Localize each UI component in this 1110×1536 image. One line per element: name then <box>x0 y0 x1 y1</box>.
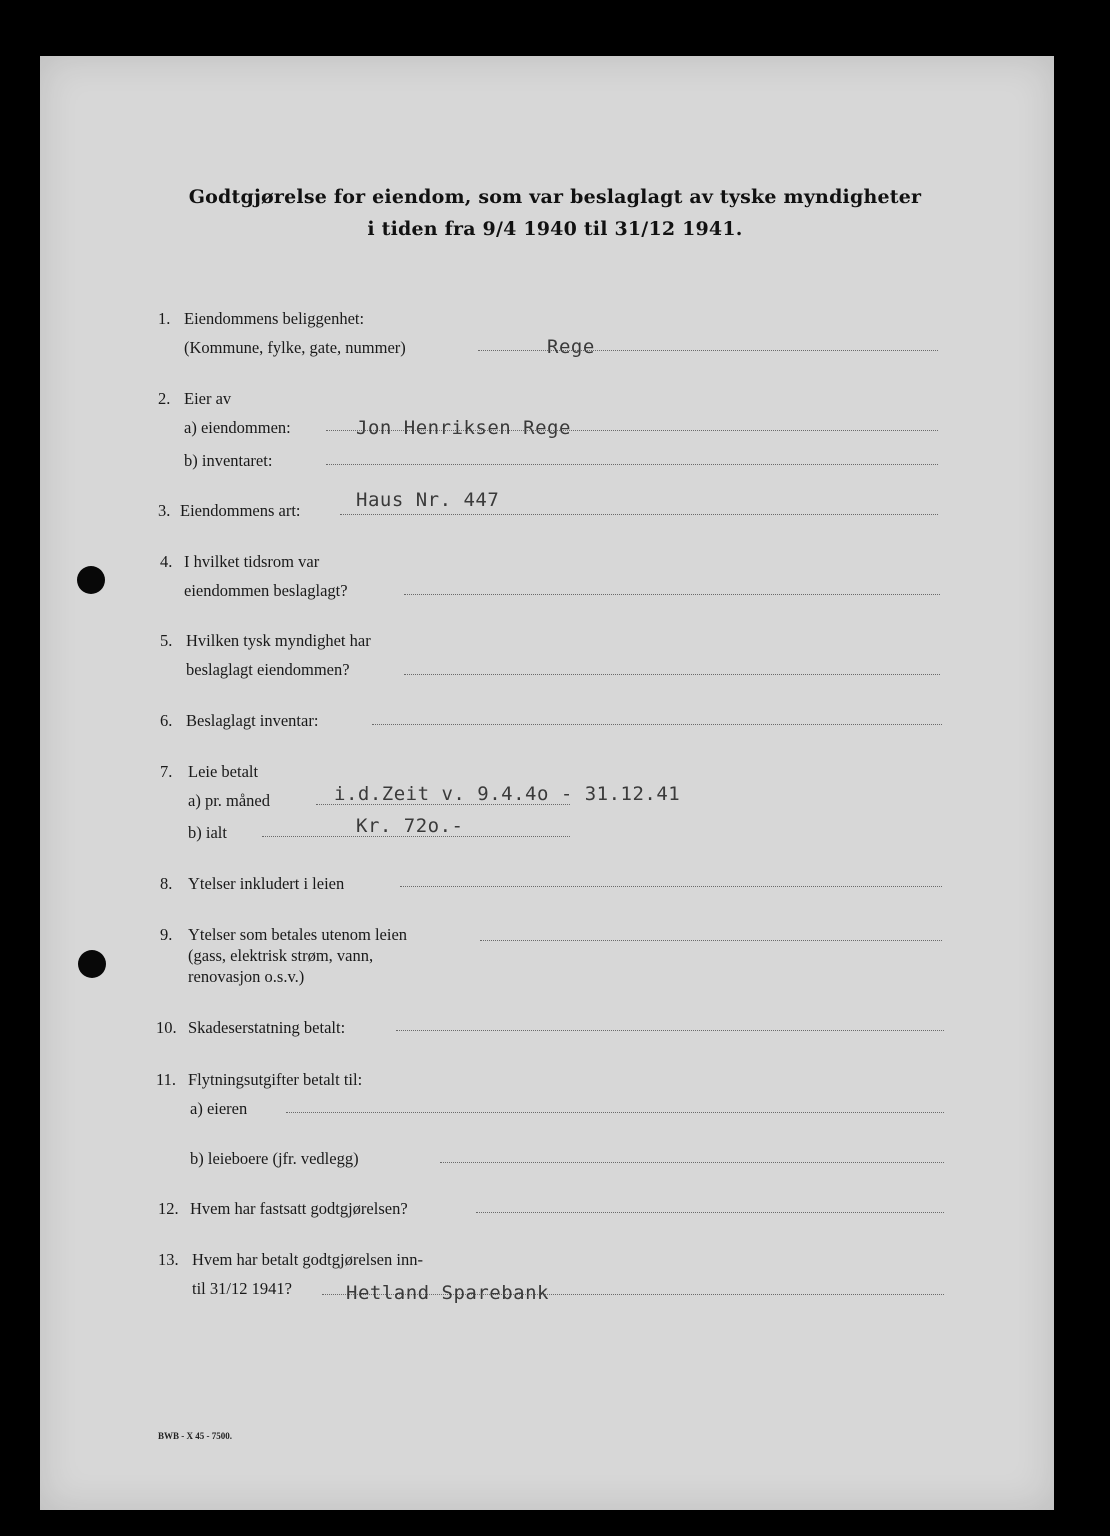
item-4-label: I hvilket tidsrom var <box>184 552 320 571</box>
item-9-line <box>480 940 942 941</box>
item-7a-label: a) pr. måned <box>188 791 271 810</box>
item-6-line <box>372 724 942 725</box>
item-3-label: Eiendommens art: <box>180 501 301 520</box>
item-1-value: Rege <box>547 336 595 358</box>
punch-hole-bottom <box>78 950 106 978</box>
item-11-number: 11. <box>156 1070 177 1089</box>
item-2a-value: Jon Henriksen Rege <box>356 417 571 439</box>
item-1-number: 1. <box>158 309 171 328</box>
item-9-sublabel-2: renovasjon o.s.v.) <box>188 967 305 986</box>
item-9-label: Ytelser som betales utenom leien <box>188 925 408 944</box>
item-3-line <box>340 514 938 515</box>
item-11-label: Flytningsutgifter betalt til: <box>188 1070 363 1089</box>
item-2b-label: b) inventaret: <box>184 451 273 470</box>
item-3-number: 3. <box>158 501 171 520</box>
item-8-number: 8. <box>160 874 173 893</box>
item-4-line <box>404 594 940 595</box>
item-5-sublabel: beslaglagt eiendommen? <box>186 660 350 679</box>
item-13-number: 13. <box>158 1250 179 1269</box>
item-7b-value: Kr. 72o.- <box>356 815 464 837</box>
item-12-line <box>476 1212 944 1213</box>
form-footer-code: BWB - X 45 - 7500. <box>158 1431 232 1441</box>
item-1-label: Eiendommens beliggenhet: <box>184 309 365 328</box>
form-title-line1: Godtgjørelse for eiendom, som var beslaglagt av tyske myndigheter <box>188 186 922 208</box>
item-9-sublabel-1: (gass, elektrisk strøm, vann, <box>188 946 374 965</box>
item-2b-line <box>326 464 938 465</box>
item-7a-value: i.d.Zeit v. 9.4.4o - 31.12.41 <box>334 783 681 805</box>
item-2a-label: a) eiendommen: <box>184 418 291 437</box>
item-13-sublabel: til 31/12 1941? <box>192 1279 292 1298</box>
item-9-number: 9. <box>160 925 173 944</box>
item-4-number: 4. <box>160 552 173 571</box>
item-12-number: 12. <box>158 1199 179 1218</box>
item-13-value: Hetland Sparebank <box>346 1282 549 1304</box>
item-3-value: Haus Nr. 447 <box>356 489 500 511</box>
item-11b-line <box>440 1162 944 1163</box>
item-2-label: Eier av <box>184 389 232 408</box>
item-6-label: Beslaglagt inventar: <box>186 711 319 730</box>
item-4-sublabel: eiendommen beslaglagt? <box>184 581 348 600</box>
item-11a-line <box>286 1112 944 1113</box>
punch-hole-top <box>77 566 105 594</box>
item-8-line <box>400 886 942 887</box>
item-12-label: Hvem har fastsatt godtgjørelsen? <box>190 1199 408 1218</box>
item-7-label: Leie betalt <box>188 762 259 781</box>
item-1-sublabel: (Kommune, fylke, gate, nummer) <box>184 338 406 357</box>
item-5-label: Hvilken tysk myndighet har <box>186 631 371 650</box>
item-7-number: 7. <box>160 762 173 781</box>
item-5-number: 5. <box>160 631 173 650</box>
item-6-number: 6. <box>160 711 173 730</box>
item-10-number: 10. <box>156 1018 177 1037</box>
item-7b-label: b) ialt <box>188 823 227 842</box>
form-title-line2: i tiden fra 9/4 1940 til 31/12 1941. <box>367 218 743 240</box>
item-11b-label: b) leieboere (jfr. vedlegg) <box>190 1149 359 1168</box>
item-8-label: Ytelser inkludert i leien <box>188 874 345 893</box>
item-2-number: 2. <box>158 389 171 408</box>
item-13-label: Hvem har betalt godtgjørelsen inn- <box>192 1250 423 1269</box>
item-11a-label: a) eieren <box>190 1099 248 1118</box>
item-10-line <box>396 1030 944 1031</box>
item-5-line <box>404 674 940 675</box>
item-10-label: Skadeserstatning betalt: <box>188 1018 346 1037</box>
